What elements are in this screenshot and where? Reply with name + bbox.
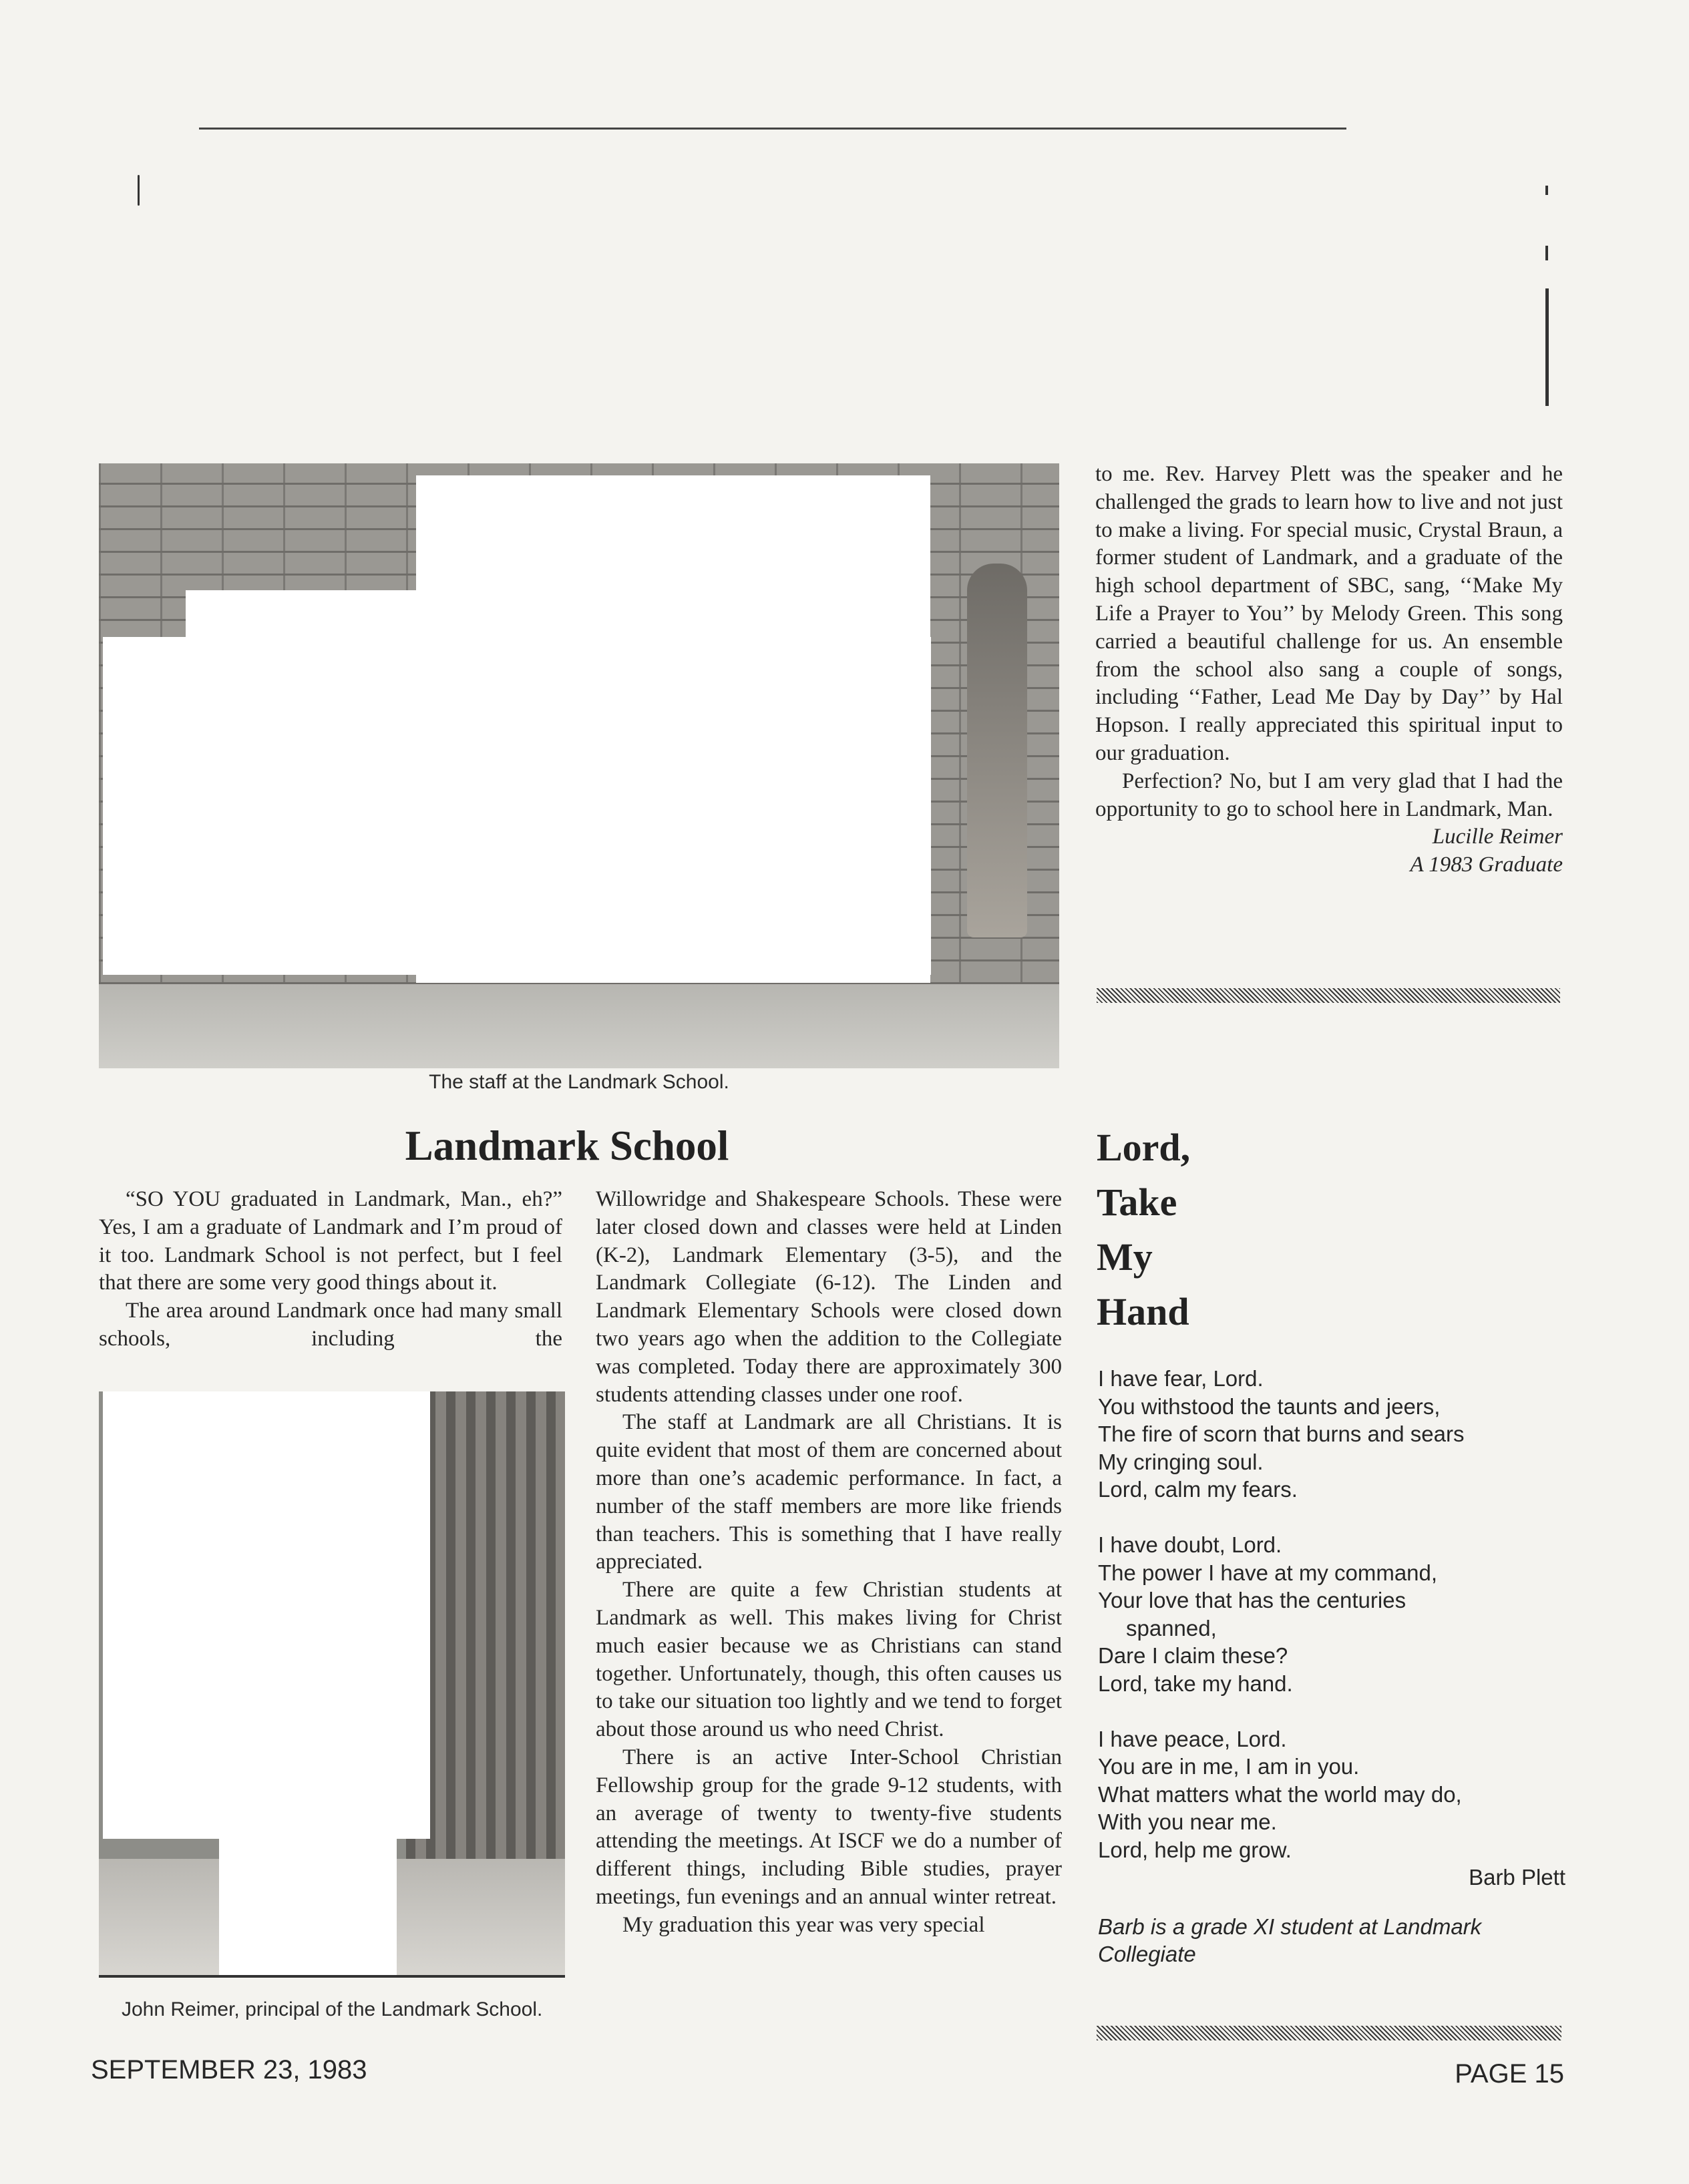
poem-title — [1097, 1120, 1364, 1339]
poem-line: My cringing soul. — [1098, 1449, 1264, 1474]
redacted-region — [416, 475, 930, 983]
staff-photo-caption: The staff at the Landmark School. — [429, 1071, 729, 1093]
poem-line: You withstood the taunts and jeers, — [1098, 1393, 1441, 1419]
poem-title-line: Hand — [1097, 1290, 1189, 1333]
staff-photo — [99, 463, 1059, 1068]
article-column-1 — [99, 1186, 562, 1353]
signature-role: A 1983 Graduate — [1410, 853, 1563, 877]
poem-author: Barb Plett — [1469, 1865, 1565, 1890]
article-paragraph: The area around Landmark once had many small schools, including the — [99, 1299, 562, 1351]
article-paragraph: to me. Rev. Harvey Plett was the speaker and he challenged the grads to learn how to live and not just to make a living. For special music, Crystal Braun, a former student of Landmark, and a graduate of the high school department of SBC, sang, ‘‘Make My Life a Prayer to You’’ by Melody Green. This song carried a beautiful challenge for us. An ensemble from the school also sang a couple of songs, including ‘‘Father, Lead Me Day by Day’’ by Hal Hopson. I really appreciated this spiritual input to our graduation. — [1095, 462, 1563, 765]
margin-mark — [1545, 288, 1549, 406]
poem-line: spanned, — [1126, 1615, 1217, 1641]
section-divider — [1097, 2026, 1561, 2040]
article-paragraph: Perfection? No, but I am very glad that I had the opportunity to go to school here in Landmark, Man. — [1095, 769, 1563, 821]
poem-title-line: My — [1097, 1235, 1153, 1279]
woman-figure — [967, 564, 1027, 937]
poem-author-note: Barb is a grade XI student at Landmark Collegiate — [1098, 1914, 1482, 1966]
poem-title-line: Take — [1097, 1180, 1177, 1224]
principal-photo-rule — [99, 1975, 565, 1978]
sidewalk — [99, 984, 1059, 1068]
poem-line: Lord, calm my fears. — [1098, 1477, 1298, 1502]
section-divider — [1097, 988, 1560, 1003]
principal-photo-caption: John Reimer, principal of the Landmark School. — [122, 1998, 543, 2020]
poem-line: What matters what the world may do, — [1098, 1781, 1462, 1807]
poem-line: I have peace, Lord. — [1098, 1726, 1287, 1751]
article-paragraph: There are quite a few Christian students at Landmark as well. This makes living for Christ much easier because we as Christians can stand together. Unfortunately, though, this often causes us to take our situation too lightly and we tend to forget about those around us who need Christ. — [596, 1578, 1062, 1742]
poem-body — [1098, 1365, 1565, 1968]
poem-line: Your love that has the centuries — [1098, 1588, 1406, 1612]
article-paragraph: Willowridge and Shakespeare Schools. These were later closed down and classes were held at Linden (K-2), Landmark Elementary (3-5), and the Landmark Collegiate (6-12). The Linden and Landmark Elementary Schools were closed down two years ago when the addition to the Collegiate was completed. Today there are approximately 300 students attending classes under one roof. — [596, 1187, 1062, 1407]
poem-stanza — [1098, 1531, 1565, 1697]
footer-page-number: PAGE 15 — [1455, 2059, 1564, 2089]
poem-line: You are in me, I am in you. — [1098, 1754, 1360, 1779]
poem-line: The fire of scorn that burns and sears — [1098, 1422, 1465, 1446]
footer-date: SEPTEMBER 23, 1983 — [91, 2055, 367, 2085]
poem-stanza — [1098, 1365, 1565, 1504]
article-paragraph: The staff at Landmark are all Christians. It is quite evident that most of them are concerned about more than one’s academic performance. In fact, a number of the staff members are more like friends than teachers. This is something that I have really appreciated. — [596, 1410, 1062, 1574]
principal-photo — [99, 1391, 565, 1976]
poem-title-line: Lord, — [1097, 1126, 1191, 1169]
article-headline: Landmark School — [405, 1122, 729, 1169]
article-paragraph: There is an active Inter-School Christian Fellowship group for the grade 9-12 students, with an average of twenty to twenty-five students attending the meetings. At ISCF we do a number of different things, including Bible studies, prayer meetings, fun evenings and an annual winter retreat. — [596, 1745, 1062, 1909]
redacted-region — [219, 1832, 397, 1976]
poem-line: Dare I claim these? — [1098, 1643, 1288, 1668]
poem-stanza — [1098, 1725, 1565, 1864]
poem-line: The power I have at my command, — [1098, 1560, 1438, 1585]
poem-line: Lord, take my hand. — [1098, 1671, 1293, 1696]
redacted-region — [103, 1391, 430, 1839]
margin-mark — [1545, 186, 1548, 195]
signature-name: Lucille Reimer — [1432, 825, 1563, 849]
poem-line: I have doubt, Lord. — [1098, 1532, 1282, 1557]
poem-line: With you near me. — [1098, 1809, 1277, 1834]
article-paragraph: “SO YOU graduated in Landmark, Man., eh?” Yes, I am a graduate of Landmark and I’m proud of it too. Landmark School is not perfect, but I feel that there are some very good things about it. — [99, 1187, 562, 1295]
poem-line: Lord, help me grow. — [1098, 1837, 1292, 1862]
margin-mark — [138, 175, 140, 206]
margin-mark — [1545, 246, 1548, 260]
article-column-2 — [596, 1186, 1062, 1940]
redacted-region — [186, 590, 419, 644]
article-column-3 — [1095, 461, 1563, 879]
poem-line: I have fear, Lord. — [1098, 1366, 1264, 1391]
article-paragraph: My graduation this year was very special — [622, 1912, 985, 1937]
top-rule — [199, 128, 1346, 130]
